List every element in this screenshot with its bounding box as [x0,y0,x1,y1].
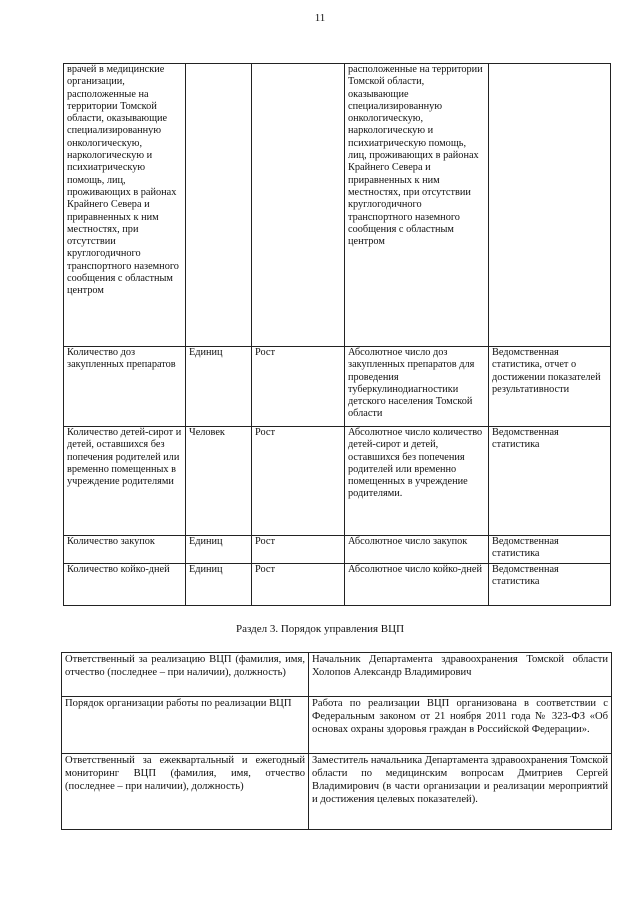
source-cell: Ведомственная статистика [489,564,611,606]
table-row [64,536,611,564]
source-cell: Ведомственная статистика [489,536,611,564]
management-label-cell: Ответственный за реализацию ВЦП (фамилия, имя, отчество (последнее – при наличии), должность) [62,653,309,697]
table-row [64,564,611,606]
indicator-name-cell: врачей в медицинские организации, расположенные на территории Томской области, оказывающие специализированную онкологическую, наркологическую и психиатрическую помощь, лиц, проживающих в районах Крайнего Севера и приравненных к ним местностях, при отсутствии круглогодичного транспортного наземного сообщения с областным центром [64,64,186,347]
management-table [61,652,612,830]
table-row [64,427,611,536]
indicators-table [63,63,611,606]
indicator-name-cell: Количество доз закупленных препаратов [64,347,186,427]
management-label-cell: Порядок организации работы по реализации ВЦП [62,697,309,754]
table-row [62,653,612,697]
management-value-cell: Начальник Департамента здравоохранения Томской области Холопов Александр Владимирович [309,653,612,697]
table-row [64,64,611,347]
trend-cell [252,64,345,347]
trend-cell: Рост [252,347,345,427]
section-title: Раздел 3. Порядок управления ВЦП [235,623,405,635]
trend-cell: Рост [252,427,345,536]
unit-cell: Человек [186,427,252,536]
method-cell: расположенные на территории Томской области, оказывающие специализированную онкологическую, наркологическую и психиатрическую помощь, лиц, проживающих в районах Крайнего Севера и приравненных к ним местностях, при отсутствии круглогодичного транспортного наземного сообщения с областным центром [345,64,489,347]
indicator-name-cell: Количество койко-дней [64,564,186,606]
method-cell: Абсолютное число доз закупленных препаратов для проведения туберкулинодиагностики детского населения Томской области [345,347,489,427]
page-number: 11 [314,12,326,24]
indicator-name-cell: Количество детей-сирот и детей, оставшихся без попечения родителей или временно помещенных в учреждение родителями [64,427,186,536]
unit-cell [186,64,252,347]
source-cell [489,64,611,347]
unit-cell: Единиц [186,564,252,606]
source-cell: Ведомственная статистика, отчет о достижении показателей результативности [489,347,611,427]
method-cell: Абсолютное число койко-дней [345,564,489,606]
table-row [64,347,611,427]
trend-cell: Рост [252,564,345,606]
source-cell: Ведомственная статистика [489,427,611,536]
trend-cell: Рост [252,536,345,564]
method-cell: Абсолютное число закупок [345,536,489,564]
table-row [62,754,612,830]
table-row [62,697,612,754]
management-label-cell: Ответственный за ежеквартальный и ежегодный мониторинг ВЦП (фамилия, имя, отчество (последнее – при наличии), должность) [62,754,309,830]
management-value-cell: Заместитель начальника Департамента здравоохранения Томской области по медицинским вопросам Дмитриев Сергей Владимирович (в части организации и реализации мероприятий и достижения целевых показателей). [309,754,612,830]
indicator-name-cell: Количество закупок [64,536,186,564]
unit-cell: Единиц [186,347,252,427]
unit-cell: Единиц [186,536,252,564]
method-cell: Абсолютное число количество детей-сирот и детей, оставшихся без попечения родителей или временно помещенных в учреждение родителями. [345,427,489,536]
management-value-cell: Работа по реализации ВЦП организована в соответствии с Федеральным законом от 21 ноября 2011 года № 323-ФЗ «Об основах охраны здоровья граждан в Российской Федерации». [309,697,612,754]
